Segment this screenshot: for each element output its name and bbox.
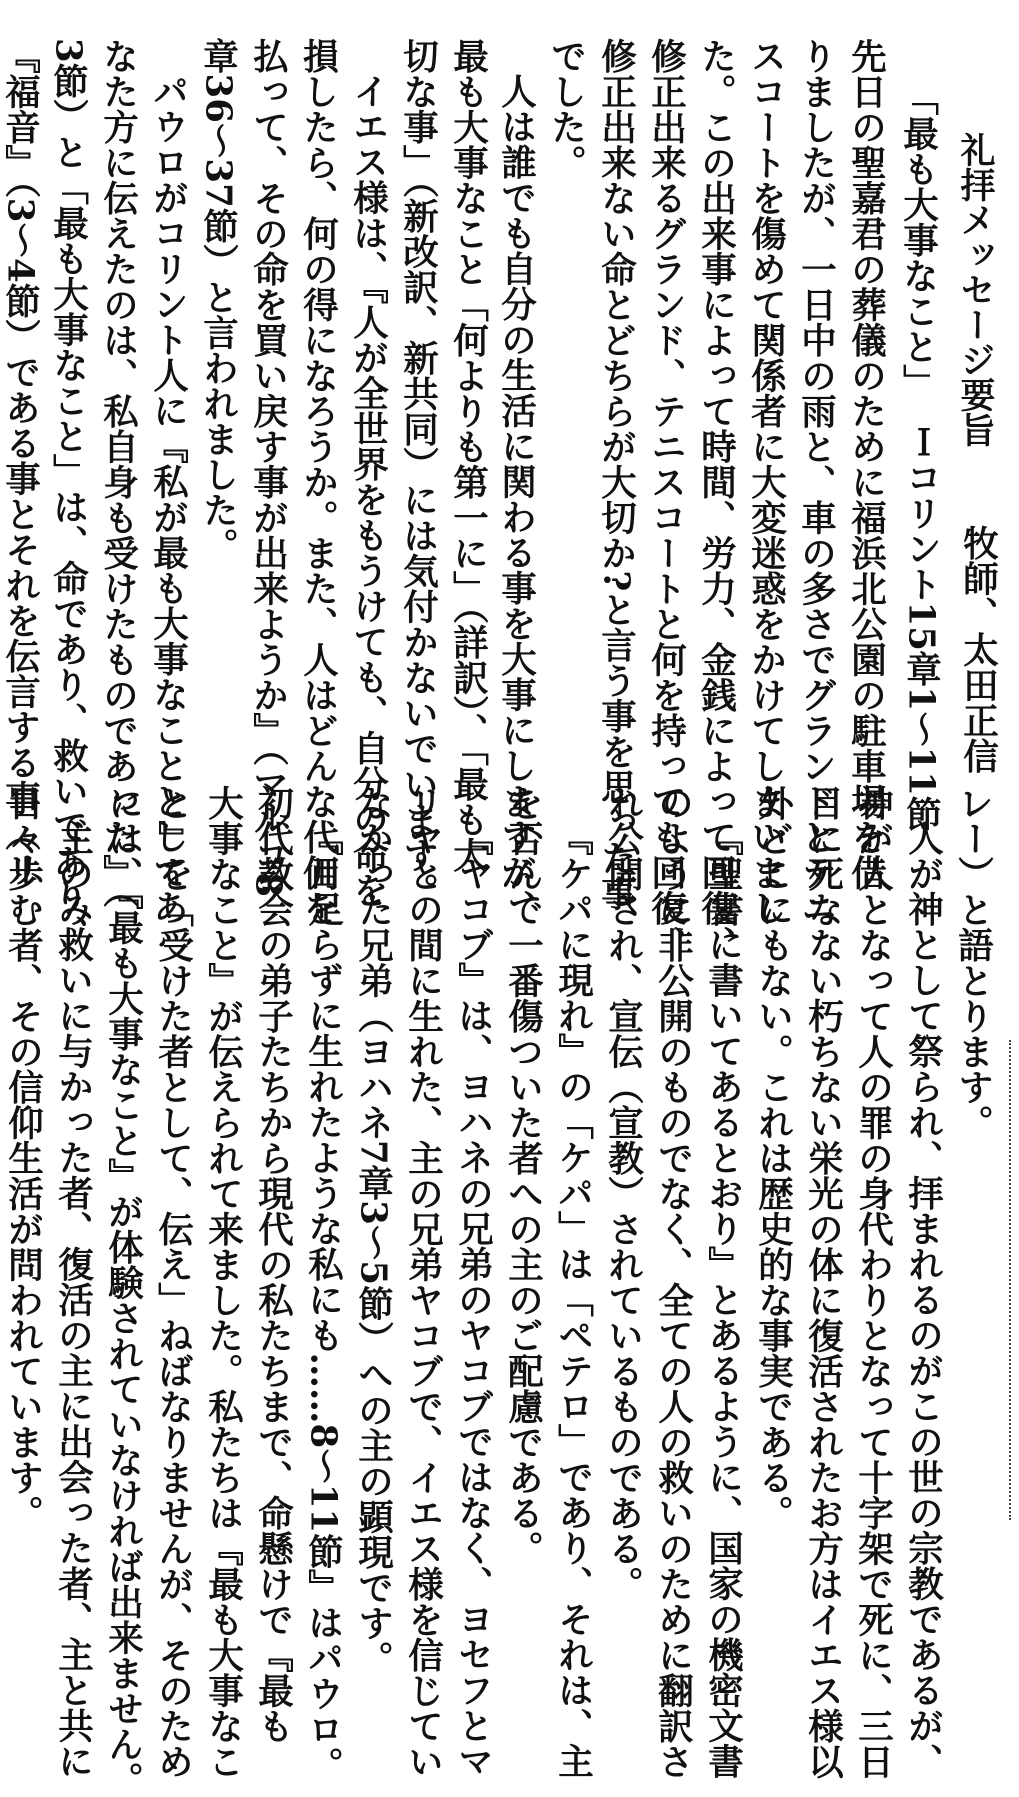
text-column: 外どこにもない。これは歴史的な事実である。 <box>752 785 794 1531</box>
text-column: 神が人となって人の罪の身代わりとなって十字架で死に、三日 <box>852 785 894 1779</box>
text-column: でした。 <box>545 38 587 180</box>
text-column: 最も大事なこと「何よりも第一に」（詳訳）、「最も大 <box>447 38 489 873</box>
text-column: 『ヤコブ』は、ヨハネの兄弟のヤコブではなく、ヨセフとマ <box>452 820 494 1779</box>
newsletter-title: 礼拝メッセージ要旨 <box>955 132 996 447</box>
sermon-heading: 「最も大事なこと」 <box>897 80 939 400</box>
text-column: スコートを傷めて関係者に大変迷惑をかけてしまいまし <box>745 38 787 926</box>
text-column: イエス様は、『人が全世界をもうけても、自分の命を <box>347 73 389 908</box>
text-column: りましたが、一日中の雨と、車の多さでグランドとテニ <box>795 38 837 926</box>
text-column: 人が神として祭られ、拝まれるのがこの世の宗教であるが、 <box>902 820 944 1779</box>
text-column: レー）と語とります。 <box>952 785 994 1140</box>
text-column: のように非公開のものでなく、全ての人の救いのために翻訳さ <box>652 785 694 1779</box>
text-column: 先日の聖嘉君の葬儀のために福浜北公園の駐車場を借 <box>845 38 887 890</box>
text-column: た。この出来事によって時間、労力、金銭によって回復、 <box>695 38 737 961</box>
text-column: れ公開され、宣伝（宣教）されているものである。 <box>602 785 644 1602</box>
text-column: なた方に伝えたのは、私自身も受けたものであった』（ <box>97 38 139 908</box>
text-column: には、『最も大事なこと』が体験されていなければ出来ません。 <box>102 785 144 1797</box>
divider-line <box>1009 1040 1011 1520</box>
text-column: と』を「受けた者として、伝え」ねばなりませんが、そのため <box>152 785 194 1779</box>
text-column: 『福音』（3～4節）である事とそれを伝言する事（リ <box>0 38 41 887</box>
author-line: 牧師、太田正信 <box>957 525 999 774</box>
text-column: 章36～37節）と言われました。 <box>197 38 239 563</box>
text-column: 修正出来ない命とどちらが大切か?と言う事を思った事 <box>595 38 637 911</box>
scripture-reference: Ｉコリント15章1～11節 <box>900 424 942 832</box>
text-column: 損したら、何の得になろうか。また、人はどんな代価を <box>297 38 339 926</box>
text-column: 『月足らずに生れたような私にも……8～11節』はパウロ。 <box>302 820 344 1782</box>
text-column: 『ケパに現れ』の「ケパ」は「ペテロ」であり、それは、主 <box>552 820 594 1779</box>
text-column: 修正出来るグランド、テニスコートと何を持っても回復、 <box>645 38 687 961</box>
text-column: 初代教会の弟子たちから現代の私たちまで、命懸けで『最も <box>252 785 294 1744</box>
text-column: 切な事」（新改訳、新共同）には気付かないでいます。 <box>397 38 439 908</box>
text-column: 人は誰でも自分の生活に関わる事を大事にしますが、 <box>495 73 537 925</box>
text-column: 払って、その命を買い戻す事が出来ようか』（マルコ8 <box>247 38 289 897</box>
text-column: 『聖書に書いてあるとおり』とあるように、国家の機密文書 <box>702 820 744 1779</box>
text-column: リヤとの間に生れた、主の兄弟ヤコブで、イエス様を信じてい <box>402 785 444 1779</box>
text-column: 日々歩む者、その信仰生活が問われています。 <box>2 785 44 1531</box>
text-column: 大事なこと』が伝えられて来ました。私たちは『最も大事なこ <box>202 785 244 1779</box>
text-column: 3節）と「最も大事なこと」は、命であり、救いであり、 <box>47 38 89 951</box>
text-column: パウロがコリント人に『私が最も大事なこととしてあ <box>147 73 189 925</box>
text-column: 目に死なない朽ちない栄光の体に復活されたお方はイエス様以 <box>802 785 844 1779</box>
text-column: 主のみ救いに与かった者、復活の主に出会った者、主と共に <box>52 820 94 1779</box>
text-column: を否んで一番傷ついた者への主のご配慮である。 <box>502 785 544 1566</box>
text-column: なかった兄弟（ヨハネ7章3～5節）への主の顕現です。 <box>352 785 394 1676</box>
